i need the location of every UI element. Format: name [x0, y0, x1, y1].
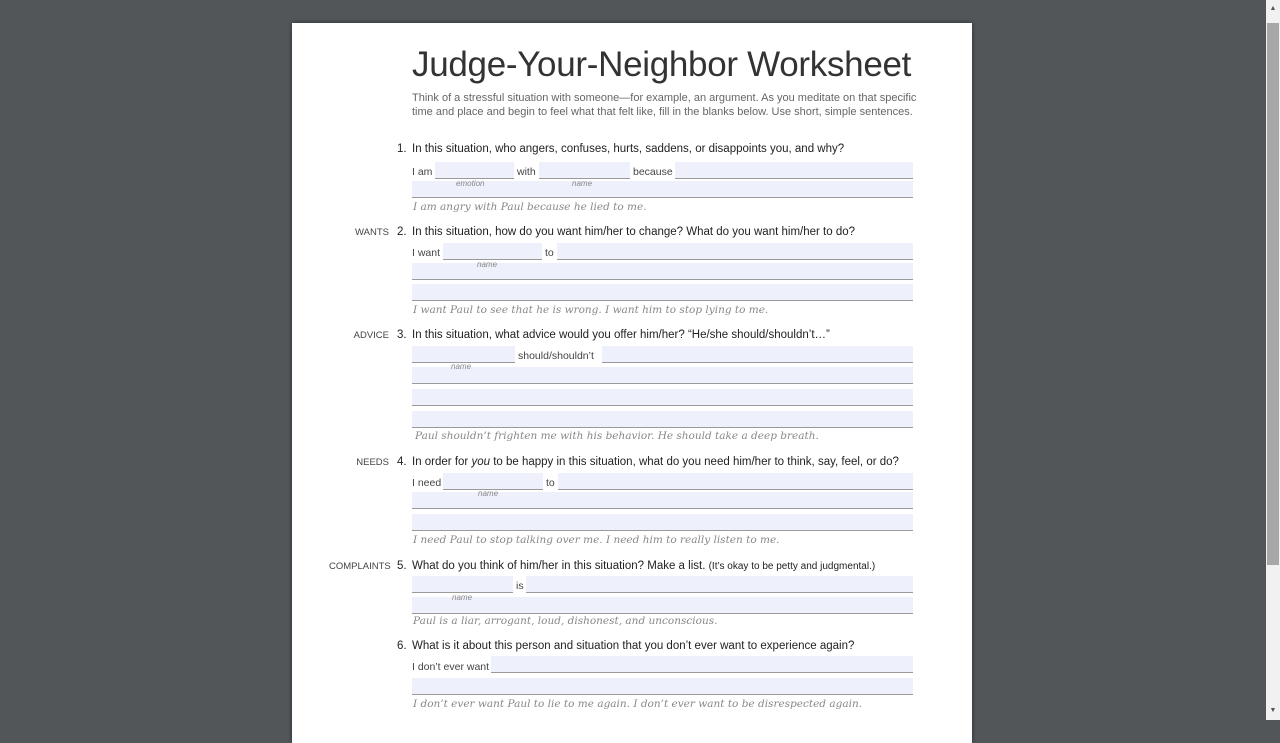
section-label-complaints: COMPLAINTS	[329, 561, 391, 572]
intro-text-2: time and place and begin to feel what that felt like, fill in the blanks below. Use short, simple sentences.	[412, 106, 913, 118]
q4-line-field[interactable]	[412, 514, 913, 531]
question-5-number: 5.	[397, 560, 407, 572]
q4-hint-name: name	[478, 489, 499, 498]
q3-line-field[interactable]	[412, 389, 913, 406]
page-title: Judge-Your-Neighbor Worksheet	[412, 45, 912, 84]
q5-example: Paul is a liar, arrogant, loud, dishonest, and unconscious.	[413, 615, 718, 627]
scrollbar-thumb[interactable]	[1267, 23, 1279, 565]
q1-word: I am	[412, 166, 433, 178]
q4-text-pre: In order for	[412, 456, 472, 468]
q2-line-field[interactable]	[412, 284, 913, 301]
q6-line-field[interactable]	[412, 678, 913, 695]
q2-word: I want	[412, 247, 441, 259]
scroll-up-arrow-icon[interactable]: ▲	[1269, 5, 1277, 12]
q3-advice-field[interactable]	[602, 346, 913, 363]
q1-example: I am angry with Paul because he lied to me.	[413, 201, 647, 213]
q6-field[interactable]	[491, 656, 913, 673]
q5-hint-name: name	[452, 593, 473, 602]
q3-line-field[interactable]	[412, 411, 913, 428]
q5-text: What do you think of him/her in this situation? Make a list.	[412, 560, 706, 572]
q4-to-field[interactable]	[558, 473, 913, 490]
q4-text-post: to be happy in this situation, what do you need him/her to think, say, feel, or do?	[490, 456, 899, 468]
section-label-advice: ADVICE	[353, 330, 389, 341]
q6-example: I don’t ever want Paul to lie to me again. I don’t ever want to be disrespected again.	[413, 698, 863, 710]
question-4-text	[412, 455, 899, 469]
question-1-number: 1.	[397, 143, 407, 155]
question-3-text: In this situation, what advice would you offer him/her? “He/she should/shouldn’t…”	[412, 329, 830, 341]
q4-text-em: you	[471, 456, 490, 468]
question-2-number: 2.	[397, 226, 407, 238]
q3-line-field[interactable]	[412, 367, 913, 384]
q2-word: to	[545, 247, 554, 259]
q1-word: with	[517, 166, 536, 178]
section-label-wants: WANTS	[355, 227, 389, 238]
q5-is-field[interactable]	[526, 576, 913, 593]
q5-word: is	[516, 580, 524, 592]
q6-word: I don’t ever want	[412, 661, 490, 673]
q2-example: I want Paul to see that he is wrong. I want him to stop lying to me.	[413, 304, 769, 316]
q4-example: I need Paul to stop talking over me. I need him to really listen to me.	[413, 534, 780, 546]
q1-word: because	[633, 166, 673, 178]
scroll-down-arrow-icon[interactable]: ▼	[1269, 707, 1277, 714]
question-3-number: 3.	[397, 329, 407, 341]
q1-hint-name: name	[572, 179, 593, 188]
q3-example: Paul shouldn’t frighten me with his behavior. He should take a deep breath.	[415, 430, 819, 442]
q3-word: should/shouldn’t	[518, 350, 594, 362]
q3-hint-name: name	[451, 362, 472, 371]
q1-line-field[interactable]	[412, 181, 913, 198]
q5-line-field[interactable]	[412, 597, 913, 614]
q1-because-field[interactable]	[675, 162, 913, 179]
question-1-text: In this situation, who angers, confuses, hurts, saddens, or disappoints you, and why?	[412, 143, 845, 155]
question-5-text	[412, 559, 875, 574]
question-6-text: What is it about this person and situation that you don’t ever want to experience again?	[412, 640, 855, 652]
intro-text-1: Think of a stressful situation with someone—for example, an argument. As you meditate on that specific	[412, 92, 917, 104]
q1-hint-emotion: emotion	[456, 179, 485, 188]
q2-to-field[interactable]	[557, 243, 913, 260]
section-label-needs: NEEDS	[356, 457, 389, 468]
q5-text-small: (It’s okay to be petty and judgmental.)	[708, 561, 876, 572]
q4-word: to	[546, 477, 555, 489]
q2-hint-name: name	[477, 260, 498, 269]
question-2-text: In this situation, how do you want him/her to change? What do you want him/her to do?	[412, 226, 856, 238]
question-6-number: 6.	[397, 640, 407, 652]
question-4-number: 4.	[397, 456, 407, 468]
q4-word: I need	[412, 477, 442, 489]
